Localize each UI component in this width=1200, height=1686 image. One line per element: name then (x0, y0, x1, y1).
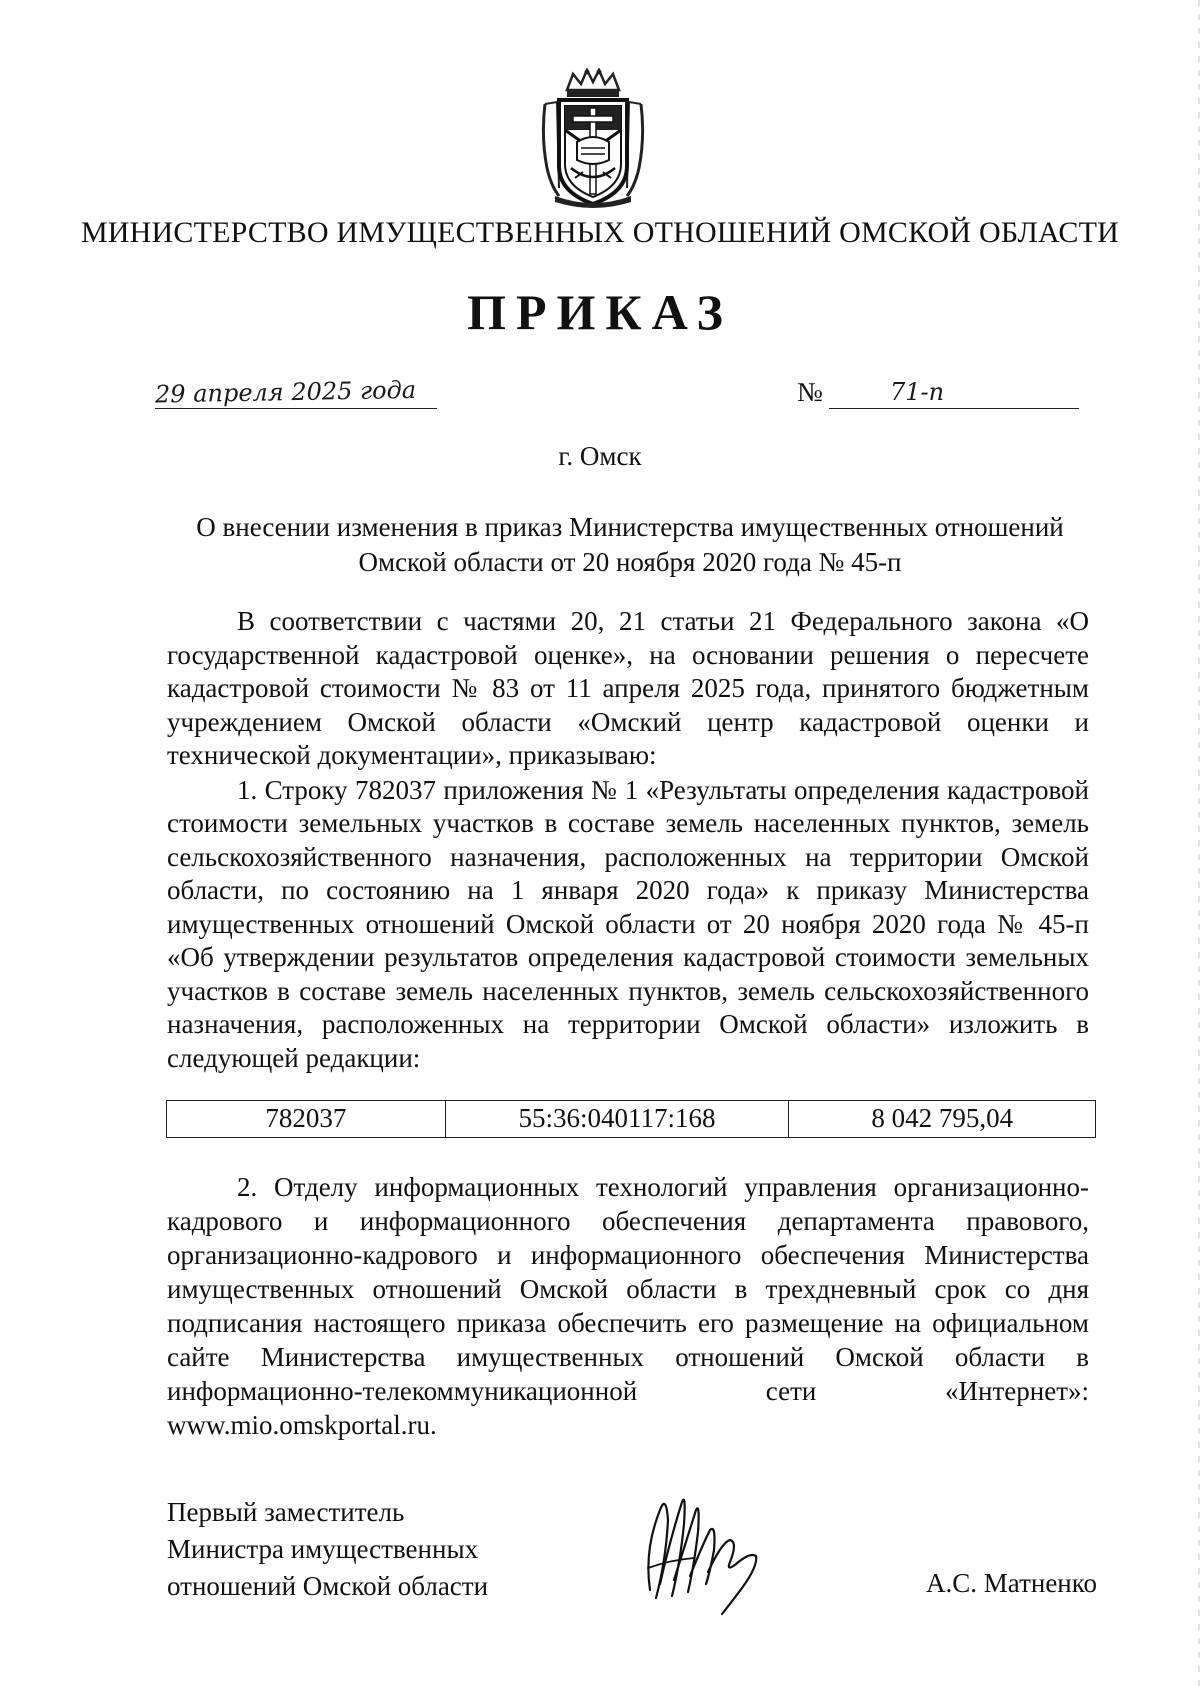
number-underline (829, 408, 1079, 409)
signer-position (167, 1494, 488, 1605)
order-body-continued (167, 1170, 1089, 1442)
row-number-cell: 782037 (167, 1101, 446, 1138)
item-1-paragraph: 1. Строку 782037 приложения № 1 «Результаты определения кадастровой стоимости земельных участков в составе земель населенных пунктов, земель сельскохозяйственного назначения, расположенных на территории Омской области, по состоянию на 1 января 2020 года» к приказу Министерства имущественных отношений Омской области от 20 ноября 2020 года № 45-п «Об утверждении результатов определения кадастровой стоимости земельных участков в составе земель населенных пунктов, земель сельскохозяйственного назначения, расположенных на территории Омской области» изложить в следующей редакции: (167, 774, 1089, 1073)
signer-title-line: отношений Омской области (167, 1571, 489, 1601)
order-date-handwritten: 29 апреля 2025 года (154, 375, 417, 409)
coat-of-arms-icon (537, 68, 649, 208)
table-row (167, 1101, 1096, 1138)
cadastral-value-table (166, 1100, 1096, 1138)
signer-title-line: Министра имущественных (167, 1534, 479, 1564)
city-name: г. Омск (558, 441, 642, 471)
order-number-handwritten: 71-п (890, 378, 945, 406)
cadastral-value-cell: 8 042 795,04 (789, 1101, 1096, 1138)
order-body (167, 605, 1089, 1075)
ministry-name: МИНИСТЕРСТВО ИМУЩЕСТВЕННЫХ ОТНОШЕНИЙ ОМСКОЙ ОБЛАСТИ (80, 216, 1120, 249)
item-2-paragraph: 2. Отделу информационных технологий управления организационно-кадрового и информационного обеспечения департамента правового, организационно-кадрового и информационного обеспечения Министерства имущественных отношений Омской области в трехдневный срок со дня подписания настоящего приказа обеспечить его размещение на официальном сайте Министерства имущественных отношений Омской области в информационно-телекоммуникационной сети «Интернет»: www.mio.omskportal.ru. (167, 1172, 1089, 1440)
preamble-paragraph: В соответствии с частями 20, 21 статьи 21 Федерального закона «О государственной кадастровой оценке», на основании решения о пересчете кадастровой стоимости № 83 от 11 апреля 2025 года, принятого бюджетным учреждением Омской области «Омский центр кадастровой оценки и технической документации», приказываю: (167, 606, 1089, 770)
document-type-title: ПРИКАЗ (467, 284, 733, 340)
order-subject: О внесении изменения в приказ Министерства имущественных отношений Омской области от 20 ноября 2020 года № 45-п (196, 512, 1064, 577)
order-number-label: № (797, 377, 823, 407)
date-underline (155, 408, 437, 409)
signer-name: А.С. Матненко (926, 1568, 1097, 1598)
signature-icon (630, 1480, 790, 1620)
signer-title-line: Первый заместитель (167, 1497, 405, 1527)
cadastral-number-cell: 55:36:040117:168 (445, 1101, 789, 1138)
